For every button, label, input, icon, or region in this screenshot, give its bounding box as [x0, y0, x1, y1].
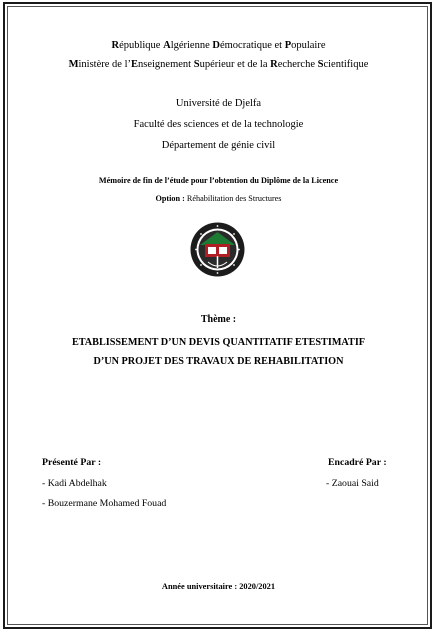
- supervisor-name: - Zaouai Said: [326, 478, 379, 489]
- thesis-title-line-1: ETABLISSEMENT D’UN DEVIS QUANTITATIF ETESTIMATIF: [71, 337, 366, 348]
- theme-label: Thème :: [200, 314, 237, 325]
- ministry-text: Ministère de l’Enseignement Supérieur et de la Recherche Scientifique: [68, 59, 369, 70]
- memoire-statement: Mémoire de fin de l’étude pour l’obtention du Diplôme de la Licence: [98, 176, 339, 185]
- supervised-by-label: Encadré Par :: [328, 457, 387, 468]
- ministry-heading: [0, 59, 437, 70]
- academic-year: Année universitaire : 2020/2021: [161, 582, 276, 591]
- presented-by-label: Présenté Par :: [42, 457, 102, 468]
- thesis-title-line-2: D’UN PROJET DES TRAVAUX DE REHABILITATION: [93, 356, 344, 367]
- department-name: Département de génie civil: [161, 140, 276, 151]
- republic-text: République Algérienne Démocratique et Populaire: [111, 40, 326, 51]
- option-line: [0, 194, 437, 203]
- student-name: - Bouzermane Mohamed Fouad: [42, 498, 167, 509]
- university-name: Université de Djelfa: [175, 98, 262, 109]
- university-seal-icon: [190, 222, 245, 277]
- faculty-name: Faculté des sciences et de la technologie: [133, 119, 304, 130]
- option-label: Option :: [155, 194, 185, 203]
- student-name: - Kadi Abdelhak: [42, 478, 107, 489]
- republic-heading: [0, 40, 437, 51]
- option-value: Réhabilitation des Structures: [184, 194, 282, 203]
